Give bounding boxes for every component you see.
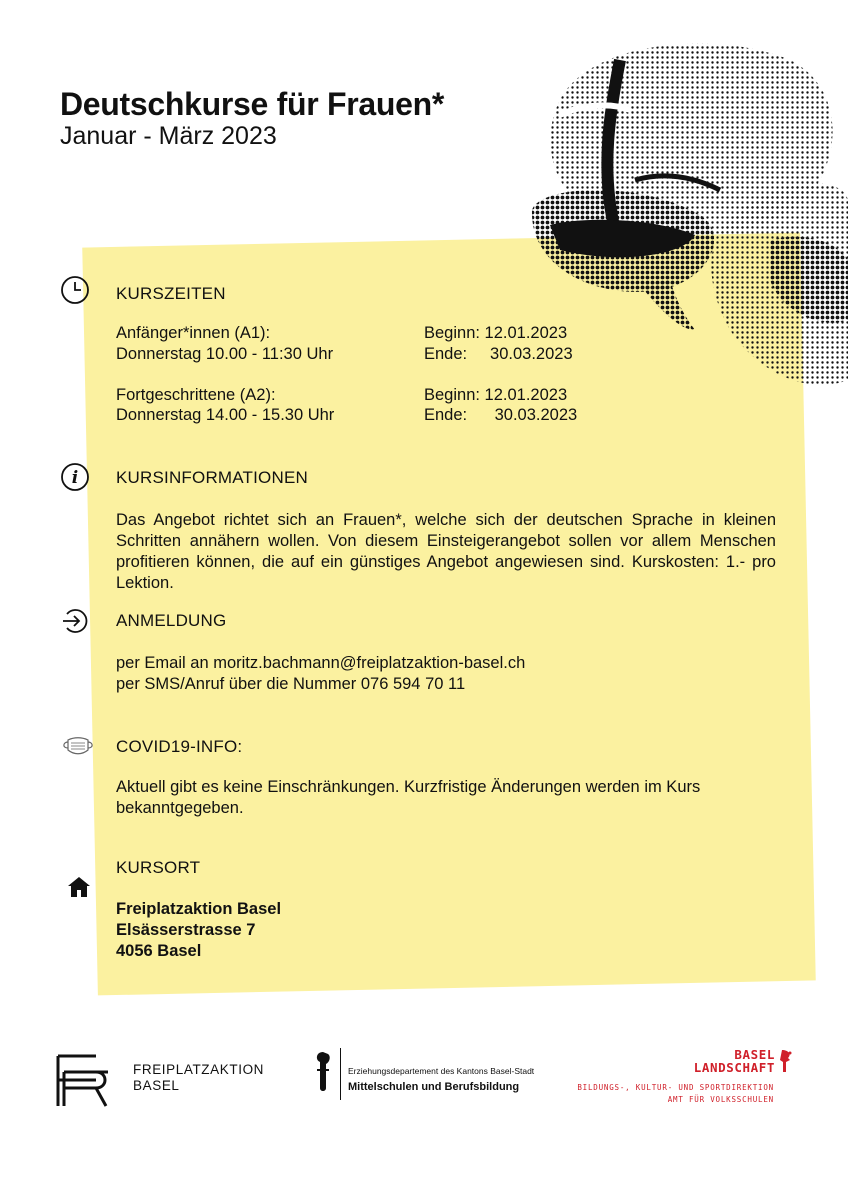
- a1-time: Donnerstag 10.00 - 11:30 Uhr: [116, 345, 334, 363]
- a2-name: Fortgeschrittene (A2):: [116, 386, 276, 404]
- a2-start: Beginn: 12.01.2023: [424, 386, 568, 404]
- login-arrow-icon: [60, 606, 90, 636]
- a1-start: Beginn: 12.01.2023: [424, 324, 568, 342]
- kursort-line2: Elsässerstrasse 7: [116, 921, 256, 939]
- page-subtitle: Januar - März 2023: [60, 122, 277, 150]
- face-mask-icon: [60, 734, 96, 758]
- a2-end: Ende: 30.03.2023: [424, 406, 578, 424]
- freiplatzaktion-logo: [56, 1052, 110, 1108]
- basel-landschaft-wordmark: BASEL LANDSCHAFT: [693, 1047, 775, 1075]
- kursinformationen-text: Das Angebot richtet sich an Frauen*, welche sich der deutschen Sprache in kleinen Schritten annähern wollen. Von diesem Einsteigerangebot sollen vor allem Menschen profitieren können, die auf ein günstiges Angebot angewiesen sind. Kurskosten: 1.- pro Lektion.: [116, 511, 776, 592]
- kurszeiten-heading: KURSZEITEN: [116, 284, 226, 303]
- kursort-heading: KURSORT: [116, 858, 201, 877]
- clock-icon: [60, 275, 90, 305]
- covid-heading: COVID19-INFO:: [116, 737, 243, 756]
- bs-unit: Mittelschulen und Berufsbildung: [348, 1081, 520, 1093]
- covid-line2: bekanntgegeben.: [116, 799, 244, 817]
- covid-line1: Aktuell gibt es keine Einschränkungen. Kurzfristige Änderungen werden im Kurs: [116, 778, 701, 796]
- freiplatzaktion-wordmark: FREIPLATZAKTION BASEL: [133, 1062, 265, 1093]
- footer: [0, 1040, 848, 1120]
- basel-stadt-divider: [340, 1048, 341, 1100]
- page-title: Deutschkurse für Frauen*: [60, 86, 445, 122]
- a2-time: Donnerstag 14.00 - 15.30 Uhr: [116, 406, 335, 424]
- anmeldung-email: per Email an moritz.bachmann@freiplatzaktion-basel.ch: [116, 654, 526, 672]
- kursort-line1: Freiplatzaktion Basel: [116, 900, 282, 918]
- kursort-line3: 4056 Basel: [116, 942, 202, 960]
- a1-name: Anfänger*innen (A1):: [116, 324, 271, 342]
- basel-landschaft-crest-icon: [778, 1048, 794, 1074]
- kursinformationen-heading: KURSINFORMATIONEN: [116, 468, 308, 487]
- basel-stadt-crest-icon: [312, 1050, 334, 1094]
- svg-text:i: i: [71, 468, 79, 488]
- house-icon: [67, 876, 91, 898]
- anmeldung-phone: per SMS/Anruf über die Nummer 076 594 70 11: [116, 675, 466, 693]
- bs-department: Erziehungsdepartement des Kantons Basel-Stadt: [348, 1066, 535, 1076]
- info-icon: [60, 462, 90, 492]
- anmeldung-heading: ANMELDUNG: [116, 611, 227, 630]
- basel-landschaft-subtitle: BILDUNGS-, KULTUR- UND SPORTDIREKTION AMT FÜR VOLKSSCHULEN: [577, 1083, 774, 1104]
- a1-end: Ende: 30.03.2023: [424, 345, 573, 363]
